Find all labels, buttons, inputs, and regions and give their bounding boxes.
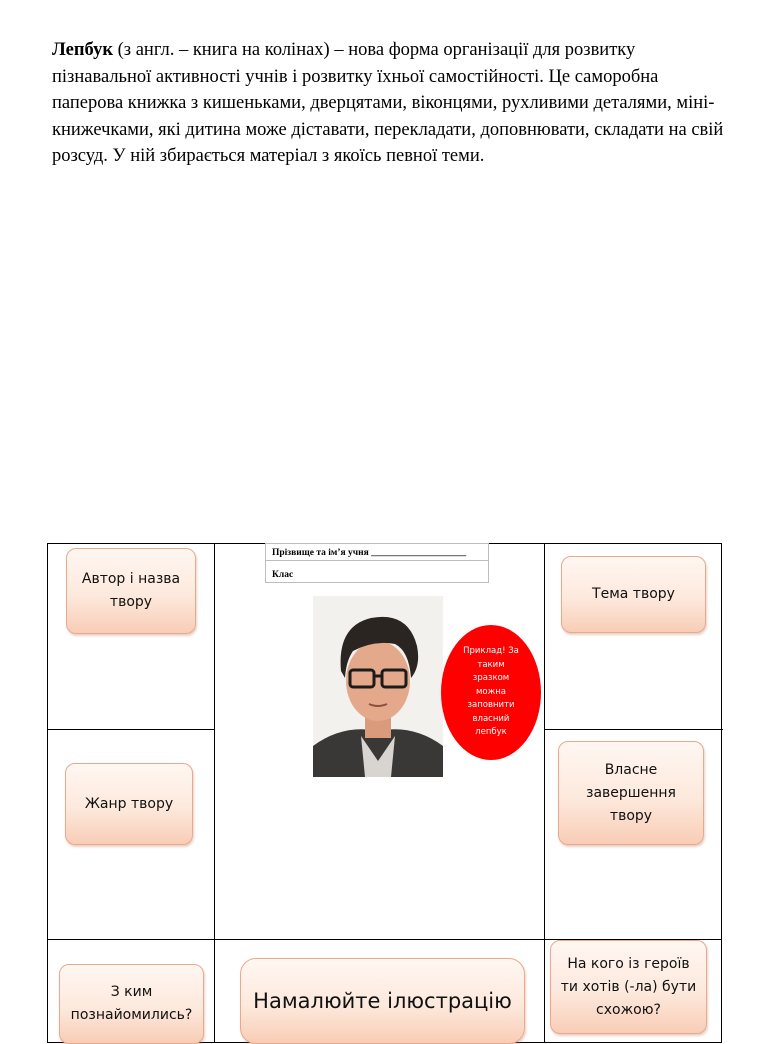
form-divider	[266, 560, 488, 561]
class-label: Клас	[272, 570, 294, 580]
author-portrait	[313, 596, 443, 777]
ending-card: Власне завершення твору	[558, 741, 704, 845]
author-title-card: Автор і назва твору	[66, 548, 196, 634]
met-card: З ким познайомились?	[59, 964, 204, 1044]
theme-card: Тема твору	[561, 556, 706, 633]
genre-card: Жанр твору	[65, 763, 193, 845]
intro-paragraph	[52, 37, 732, 170]
illustration-card: Намалюйте ілюстрацію	[240, 958, 525, 1044]
intro-term: Лепбук	[52, 40, 113, 60]
student-name-label: Прізвище та ім’я учня ____________________	[272, 548, 467, 558]
example-bubble: Приклад! За таким зразком можна заповнити власний лепбук	[441, 625, 541, 760]
student-info-form	[265, 543, 489, 583]
intro-text: (з англ. – книга на колінах) – нова форма організації для розвитку пізнавальної активності учнів і розвитку їхньої самостійності. Це саморобна паперова книжка з кишеньками, дверцятами, віконцями, рухливими деталями, міні-книжечками, які дитина може діставати, перекладати, доповнювати, складати на свій розсуд. У ній збирається матеріал з якоїсь певної теми.	[52, 40, 724, 167]
grid-divider	[48, 729, 214, 730]
person-portrait-icon	[313, 596, 443, 777]
hero-card: На кого із героїв ти хотів (-ла) бути схожою?	[550, 940, 707, 1034]
grid-divider	[544, 729, 723, 730]
grid-divider	[214, 544, 215, 1042]
grid-divider	[544, 544, 545, 1042]
